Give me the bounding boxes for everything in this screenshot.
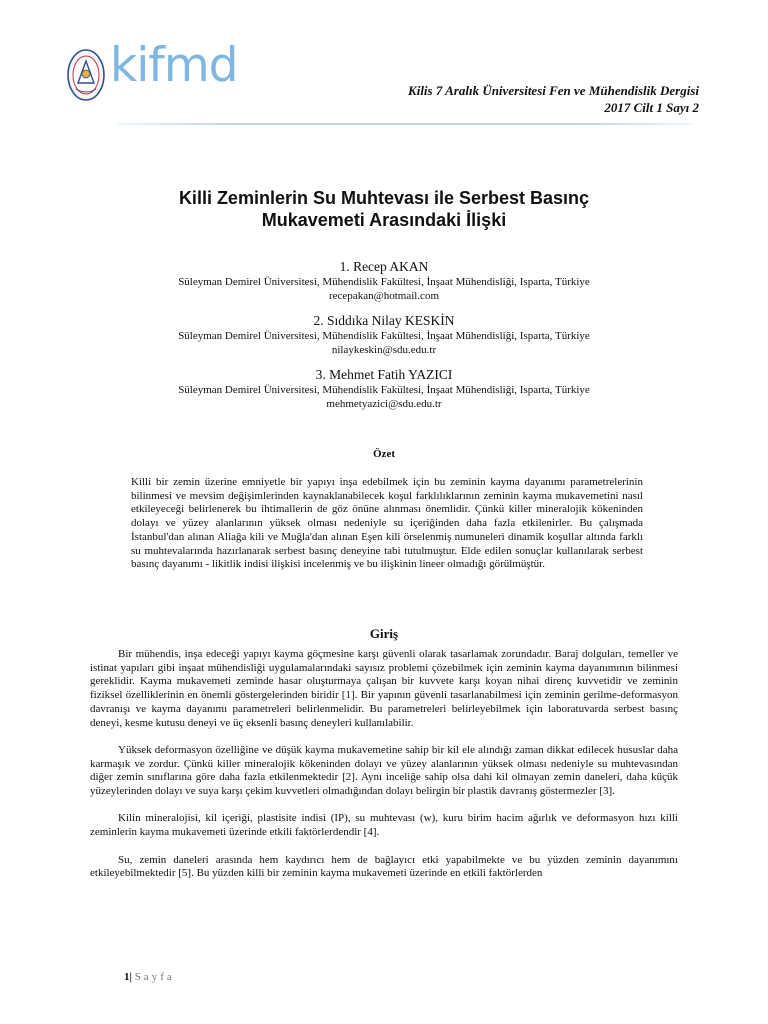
- author-name: 3. Mehmet Fatih YAZICI: [315, 367, 453, 382]
- author-name: 1. Recep AKAN: [339, 259, 429, 274]
- author-email: mehmetyazici@sdu.edu.tr: [326, 398, 442, 410]
- author-block: [0, 312, 768, 357]
- university-seal-icon: [66, 47, 106, 103]
- header-divider: [118, 123, 693, 125]
- author-block: [0, 258, 768, 303]
- abstract-text: Killi bir zemin üzerine emniyetle bir yapıyı inşa edebilmek için bu zeminin kayma dayanımı parametrelerinin bilinmesi ve mevsim değişimlerinden kaynaklanabilecek koşul farklılıklarının zeminin kayma mukavemetini nasıl etkileyeceği belirlenerek bu ihtimallerin de göz önüne alınması önemlidir. Çünkü killer mineralojik kökeninden dolayı ve yüzey alanlarının yüksek olması nedeniyle su içeriğinden daha fazla etkilenirler. Bu çalışmada İstanbul'dan alınan Aliağa kili ve Muğla'dan alınan Eşen kili örselenmiş numuneleri dinamik koşullar altında farklı su muhtevalarında hazırlanarak serbest basınç deneyine tabi tutulmuştur. Elde edilen sonuçlar kullanılarak serbest basınç dayanımı - likitlik indisi ilişkisi incelenmiş ve bu ilişkinin lineer olmadığı görülmüştür.: [131, 476, 643, 571]
- author-name: 2. Sıddıka Nilay KESKİN: [313, 313, 455, 328]
- journal-name: Kilis 7 Aralık Üniversitesi Fen ve Mühendislik Dergisi: [408, 83, 699, 98]
- body-paragraph: Yüksek deformasyon özelliğine ve düşük kayma mukavemetine sahip bir kil ele alındığı zaman dikkat edilecek hususlar daha karmaşık ve zordur. Çünkü killer mineralojik kökeninden dolayı ve yüzey alanlarının yüksek olması nedeniyle su muhtevasından diğer zemin sınıflarına göre daha fazla etkilenmektedir [2]. Aynı inceliğe sahip olsa dahi kil olmayan zemin daneleri, daha küçük yüzeylerinden dolayı ve suya karşı çekim kuvvetleri olmadığından dolayı belirgin bir plastik davranış göstermezler [3].: [90, 743, 678, 798]
- author-affiliation: Süleyman Demirel Üniversitesi, Mühendislik Fakültesi, İnşaat Mühendisliği, Isparta, Türkiye: [178, 384, 590, 396]
- intro-body: [90, 648, 678, 895]
- intro-heading: Giriş: [369, 626, 399, 641]
- author-affiliation: Süleyman Demirel Üniversitesi, Mühendislik Fakültesi, İnşaat Mühendisliği, Isparta, Türkiye: [178, 330, 590, 342]
- body-paragraph: Su, zemin daneleri arasında hem kaydırıcı hem de bağlayıcı etki yapabilmekte ve bu yüzden zeminin dayanımını etkileyebilmektedir [5]. Bu yüzden killi bir zeminin kayma mukavemeti üzerinde en etkili faktörlerden: [90, 853, 678, 880]
- page-footer: [124, 971, 175, 983]
- journal-logo-text: kifmd: [110, 38, 238, 93]
- journal-issue: 2017 Cilt 1 Sayı 2: [604, 100, 699, 115]
- author-affiliation: Süleyman Demirel Üniversitesi, Mühendislik Fakültesi, İnşaat Mühendisliği, Isparta, Türkiye: [178, 276, 590, 288]
- body-paragraph: Kilin mineralojisi, kil içeriği, plastisite indisi (IP), su muhtevası (w), kuru birim hacim ağırlık ve deformasyon hızı killi zeminlerin kayma mukavemeti üzerinde etkili faktörlerdendir [4].: [90, 812, 678, 839]
- page-word: Sayfa: [134, 971, 175, 983]
- journal-info: [408, 82, 699, 116]
- paper-title: [90, 187, 678, 231]
- author-email: recepakan@hotmail.com: [329, 290, 439, 302]
- author-email: nilaykeskin@sdu.edu.tr: [331, 344, 437, 356]
- paper-title-line-1: Killi Zeminlerin Su Muhtevası ile Serbest Basınç: [178, 188, 590, 208]
- abstract-heading: Özet: [373, 448, 395, 460]
- page-number: 1: [124, 971, 130, 983]
- author-list: [0, 258, 768, 420]
- footer-separator: |: [129, 971, 132, 983]
- paper-title-line-2: Mukavemeti Arasındaki İlişki: [261, 210, 507, 230]
- author-block: [0, 366, 768, 411]
- body-paragraph: Bir mühendis, inşa edeceği yapıyı kayma göçmesine karşı güvenli olarak tasarlamak zorundadır. Baraj dolguları, temeller ve istinat yapıları gibi inşaat mühendisliği uygulamalarındaki sayısız problemi çözebilmek için zeminin kayma dayanımının bilinmesi gereklidir. Kayma mukavemeti zeminde hasar oluşturmaya çalışan bir kuvvete karşı koyan nihai direnç kuvvetidir ve zeminin fiziksel özelliklerinin en önemli göstergelerinden biridir [1]. Bir yapının güvenli tasarlanabilmesi için zeminin gerilme-deformasyon davranışı ve kayma dayanımı parametreleri belirlenmelidir. Bu parametreleri belirleyebilmek için laboratuvarda serbest basınç deneyi, kesme kutusu deneyi ve üç eksenli basınç deneyleri kullanılabilir.: [90, 648, 678, 729]
